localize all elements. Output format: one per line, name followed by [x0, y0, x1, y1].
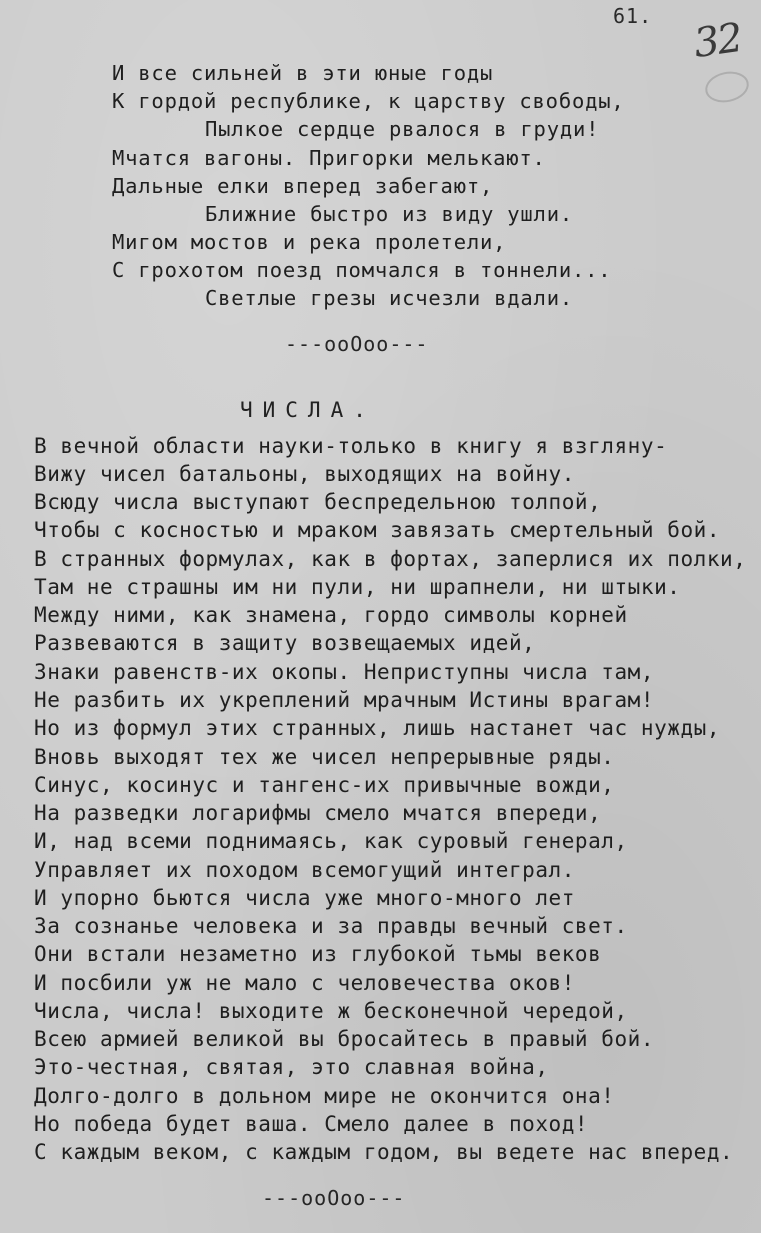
archive-folio-number: 32: [691, 14, 744, 68]
verse-line: Ближние быстро из виду ушли.: [205, 202, 573, 226]
verse-line: Они встали незаметно из глубокой тьмы веков: [34, 942, 602, 966]
verse-line: Там не страшны им ни пули, ни шрапнели, ни штыки.: [34, 575, 681, 599]
verse-line: Чтобы с косностью и мраком завязать смертельный бой.: [34, 518, 721, 542]
verse-line: Мчатся вагоны. Пригорки мелькают.: [112, 146, 546, 170]
verse-line: Но победа будет ваша. Смело далее в поход!: [34, 1112, 589, 1136]
verse-line: Всюду числа выступают беспредельною толпой,: [34, 490, 602, 514]
verse-line: Всею армией великой вы бросайтесь в правый бой.: [34, 1027, 655, 1051]
verse-line: И все сильней в эти юные годы: [112, 61, 494, 85]
verse-line: Знаки равенств-их окопы. Неприступны числа там,: [34, 660, 655, 684]
verse-line: За сознанье человека и за правды вечный свет.: [34, 914, 628, 938]
verse-line: Пылкое сердце рвалося в груди!: [205, 117, 600, 141]
verse-line: Синус, косинус и тангенс-их привычные вожди,: [34, 773, 615, 797]
verse-line: С грохотом поезд помчался в тоннели...: [112, 258, 612, 282]
verse-line: Между ними, как знамена, гордо символы корней: [34, 603, 628, 627]
verse-line: Но из формул этих странных, лишь настанет час нужды,: [34, 716, 721, 740]
verse-line: Мигом мостов и река пролетели,: [112, 230, 507, 254]
verse-line: Развеваются в защиту возвещаемых идей,: [34, 631, 536, 655]
verse-line: Светлые грезы исчезли вдали.: [205, 286, 573, 310]
verse-line: Вижу чисел батальоны, выходящих на войну.: [34, 462, 575, 486]
verse-line: Вновь выходят тех же чисел непрерывные ряды.: [34, 745, 615, 769]
poem-title: ЧИСЛА.: [240, 398, 376, 422]
verse-line: Дальные елки вперед забегают,: [112, 174, 494, 198]
verse-line: Числа, числа! выходите ж бесконечной чередой,: [34, 999, 628, 1023]
verse-line: На разведки логарифмы смело мчатся впереди,: [34, 801, 602, 825]
verse-line: И, над всеми поднимаясь, как суровый генерал,: [34, 829, 628, 853]
verse-line: В вечной области науки-только в книгу я взгляну-: [34, 434, 668, 458]
separator-ornament: ---ооOоо---: [262, 1186, 406, 1210]
verse-line: Долго-долго в дольном мире не окончится она!: [34, 1084, 615, 1108]
verse-line: К гордой республике, к царству свободы,: [112, 89, 625, 113]
verse-line: Не разбить их укреплений мрачным Истины врагам!: [34, 688, 655, 712]
page-number: 61.: [613, 4, 653, 28]
verse-line: Это-честная, святая, это славная война,: [34, 1055, 549, 1079]
verse-line: С каждым веком, с каждым годом, вы ведете нас вперед.: [34, 1140, 734, 1164]
verse-line: И упорно бьются числа уже много-много лет: [34, 886, 575, 910]
verse-line: В странных формулах, как в фортах, заперлися их полки,: [34, 547, 747, 571]
verse-line: Управляет их походом всемогущий интеграл.: [34, 858, 575, 882]
faint-stamp-mark: [702, 68, 751, 106]
verse-line: И посбили уж не мало с человечества оков!: [34, 971, 575, 995]
separator-ornament: ---ооOоо---: [285, 332, 429, 356]
